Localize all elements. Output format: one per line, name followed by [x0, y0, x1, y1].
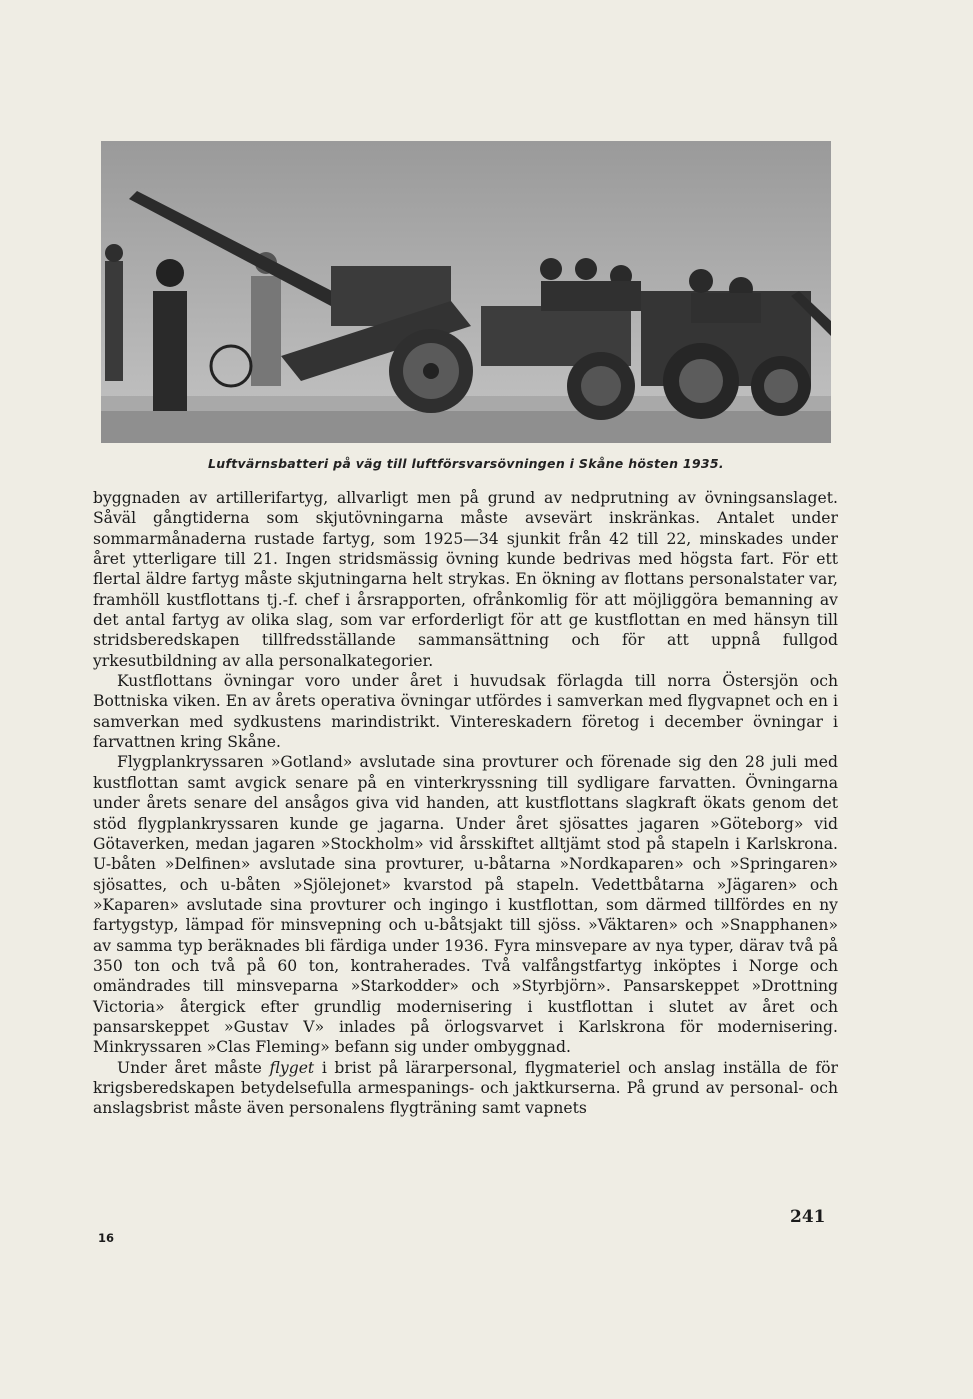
page-number: 241 — [790, 1207, 826, 1227]
paragraph: byggnaden av artillerifartyg, allvarligt men på grund av nedprutning av övningsanslaget. Såväl gångtiderna som skjutövningarna måste avsevärt inskränkas. Antalet under sommarmånaderna rustade fartyg, som 1925—34 sjunkit från 42 till 22, minskades under året ytterligare till 21. Ingen stridsmässig övning kunde bedrivas med högsta fart. För ett flertal äldre fartyg måste skjutningarna helt strykas. En ökning av flottans personalstater var, framhöll kustflottans tj.-f. chef i årsrapporten, ofrånkomlig för att möjliggöra bemanning av det antal fartyg av olika slag, som var erforderligt för att ge kustflottan en med hänsyn till stridsberedskapen tillfredsställande sammansättning och för att uppnå fullgod yrkesutbildning av alla personalkategorier. — [93, 489, 838, 670]
figure-caption: Luftvärnsbatteri på väg till luftförsvarsövningen i Skåne hösten 1935. — [208, 456, 724, 471]
paragraph: Flygplankryssaren »Gotland» avslutade sina provturer och förenade sig den 28 juli med kustflottan samt avgick senare på en vinterkryssning till sydligare farvatten. Övningarna under årets senare del ansågos giva vid handen, att kustflottans slagkraft ökats genom det stöd flygplankryssaren kunde ge jagarna. Under året sjösattes jagaren »Göteborg» vid Götaverken, medan jagaren »Stockholm» vid årsskiftet alltjämt stod på stapeln i Karlskrona. U-båten »Delfinen» avslutade sina provturer, u-båtarna »Nordkaparen» och »Springaren» sjösattes, och u-båten »Sjölejonet» kvarstod på stapeln. Vedettbåtarna »Jägaren» och »Kaparen» avslutade sina provturer och ingingo i kustflottan, som därmed tillfördes en ny fartygstyp, lämpad för minsvepning och u-båtsjakt till sjöss. »Väktaren» och »Snapphanen» av samma typ beräknades bli färdiga under 1936. Fyra minsvepare av nya typer, därav två på 350 ton och två på 60 ton, kontraherades. Två valfångstfartyg inköptes i Norge och omändrades till minsveparna »Starkodder» och »Styrbjörn». Pansarskeppet »Drottning Victoria» återgick efter grundlig modernisering i kustflottan i slutet av året och pansarskeppet »Gustav V» inlades på örlogsvarvet i Karlskrona för modernisering. Minkryssaren »Clas Fleming» befann sig under ombyggnad. — [93, 753, 838, 1057]
paragraph-text: i brist på lärarpersonal, flygmateriel och anslag inställa de för krigsberedskapen betydelsefulla armespanings- och jaktkurserna. På grund av personal- och anslagsbrist måste även personalens flygträning samt vapnets — [93, 1058, 839, 1118]
artillery-photo — [101, 141, 831, 443]
signature-mark: 16 — [98, 1231, 115, 1245]
artillery-photo-drawing — [101, 141, 831, 443]
paragraph-text: Under året måste — [117, 1058, 270, 1077]
body-text — [93, 488, 838, 1119]
paragraph — [93, 1058, 838, 1119]
emphasis-text: flyget — [269, 1058, 315, 1077]
paragraph: Kustflottans övningar voro under året i huvudsak förlagda till norra Östersjön och Bottniska viken. En av årets operativa övningar utfördes i samverkan med flygvapnet och en i samverkan med sydkustens marindistrikt. Vintereskadern företog i december övningar i farvattnen kring Skåne. — [93, 672, 838, 752]
